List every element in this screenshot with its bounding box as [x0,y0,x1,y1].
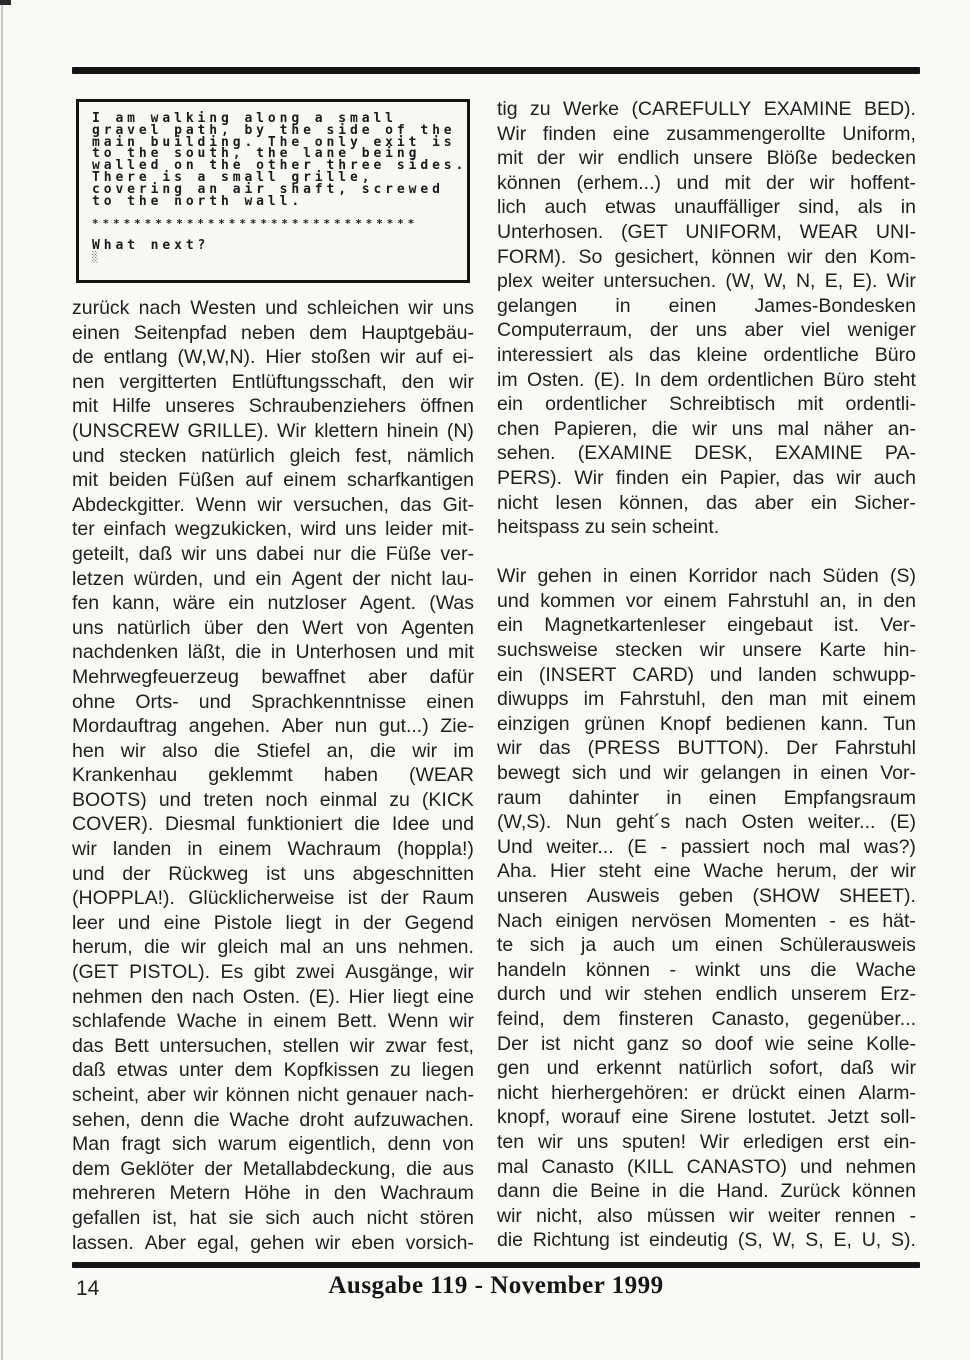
text-line: COVER). Diesmal funktioniert die Idee und [72,813,474,836]
text-line: diwupps im Fahrstuhl, den man mit einem [497,688,916,711]
text-line: letzen würden, und ein Agent der nicht lau- [72,567,474,590]
text-line: suchsweise stecken wir unsere Karte hin- [497,639,916,662]
text-line: FORM). So gesichert, können wir den Kom- [497,245,916,268]
text-line: ein Magnetkartenleser eingebaut ist. Ver- [497,614,916,637]
text-line: nen vergitterten Entlüftungsschaft, den wir [72,370,474,393]
text-line: ohne Orts- und Sprachkenntnisse einen [72,690,474,713]
text-line: dann die Beine in die Hand. Zurück können [497,1180,916,1203]
footer-divider-rule [72,1262,920,1268]
text-line: nicht hierhergehören: er drückt einen Alarm- [497,1081,916,1104]
text-line: heitspass zu sein scheint. [497,516,720,539]
text-line: mit Hilfe unseres Schraubenziehers öffnen [72,395,474,418]
text-line: durch und wir stehen endlich unserem Erz- [497,983,916,1006]
text-line: to the south, the lane being [92,146,421,162]
text-line: interessiert als das kleine ordentliche Büro [497,343,916,366]
text-line: (W,S). Nun geht´s nach Osten weiter... (E) [497,811,916,834]
text-line: uns natürlich über den Wert von Agenten [72,616,474,639]
article-column-right [497,97,916,1258]
text-line: mal Canasto (KILL CANASTO) und nehmen [497,1155,916,1178]
game-terminal-screenshot [76,99,470,283]
text-line: gravel path, by the side of the [92,122,456,138]
scan-edge-artifact [1,0,3,1360]
text-line: Computerraum, der uns aber viel weniger [497,319,916,342]
terminal-prompt: What next? [92,238,210,254]
text-line: chen Papieren, die wir uns mal näher an- [497,417,916,440]
text-line: (HOPPLA!). Glücklicherweise ist der Raum [72,887,474,910]
terminal-separator: ******************************* [92,217,419,231]
text-line: knopf, worauf eine Sirene lostutet. Jetzt soll- [497,1106,916,1129]
text-line: scheint, aber wir können nicht genauer nach- [72,1084,474,1106]
text-line: das Bett untersuchen, stellen wir zwar fest, [72,1034,474,1057]
terminal-cursor: ░ [92,251,102,263]
text-line: ter einfach wegzukicken, wird uns leider mit- [72,518,474,541]
text-line: schlafende Wache in einem Bett. Wenn wir [72,1010,474,1033]
text-line: feind, dem finsteren Canasto, gegenüber... [497,1007,916,1030]
text-line: die Richtung ist eindeutig (S, W, S, E, U, S). [497,1229,916,1252]
text-line: te sich ja auch um einen Schülerausweis [497,934,916,957]
text-line: im Osten. (E). In dem ordentlichen Büro steht [497,368,916,391]
text-line: daß etwas unter dem Kopfkissen zu liegen [72,1059,474,1082]
text-line: zurück nach Westen und schleichen wir uns [72,297,474,319]
text-line: mehreren Metern Höhe in den Wachraum [72,1182,474,1205]
text-line: und der Rückweg ist uns abgeschnitten [72,862,474,885]
text-line: Nach einigen nervösen Momenten - es hät- [497,909,916,932]
text-line: handeln können - winkt uns die Wache [497,958,916,981]
text-line: Und weiter... (E - passiert noch mal was?) [497,835,916,858]
text-line: wir das (PRESS BUTTON). Der Fahrstuhl [497,737,916,760]
article-column-left [72,296,474,1260]
text-line: Aha. Hier steht eine Wache herum, der wir [497,860,916,883]
text-line: ein (INSERT CARD) und landen schwupp- [497,663,916,686]
text-line: covering an air shaft, screwed [92,181,444,197]
text-line: wir landen in einem Wachraum (hoppla!) [72,838,474,861]
text-line [497,540,916,565]
text-line: können (erhem...) und mit der wir hoffent- [497,171,916,194]
text-line: (GET PISTOL). Es gibt zwei Ausgänge, wir [72,961,474,984]
text-line: Wir finden eine zusammengerollte Uniform, [497,122,916,145]
text-line: mit beiden Füßen auf einem scharfkantigen [72,469,474,492]
text-line: There is a small grille, [92,169,374,185]
page-number: 14 [76,1277,100,1300]
text-line: unseren Ausweis geben (SHOW SHEET). [497,885,916,907]
text-line: ein ordentlicher Schreibtisch mit ordentli- [497,393,916,416]
scan-corner-artifact [0,0,11,5]
text-line: geteilt, daß wir uns dabei nur die Füße ver- [72,542,474,565]
text-line: einzigen grünen Knopf bedienen kann. Tun [497,712,916,735]
text-line: Mehrwegfeuerzeug bewaffnet aber dafür [72,665,474,688]
text-line: sehen, denn die Wache droht aufzuwachen. [72,1108,474,1131]
text-line: PERS). Wir finden ein Papier, das wir auch [497,466,916,489]
text-line: hen wir also die Stiefel an, die wir im [72,739,474,762]
text-line: mit der wir endlich unsere Blöße bedecken [497,147,916,170]
text-line: BOOTS) und treten noch einmal zu (KICK [72,788,474,811]
text-line: gefallen ist, hat sie sich auch nicht stören [72,1206,474,1229]
text-line: bewegt sich und wir gelangen in einen Vor- [497,762,916,785]
text-line: nicht lesen können, das aber ein Sicher- [497,491,916,514]
text-line: (UNSCREW GRILLE). Wir klettern hinein (N) [72,419,474,442]
text-line: dem Geklöter der Metallabdeckung, die aus [72,1157,474,1180]
text-line: plex weiter untersuchen. (W, W, N, E, E). Wir [497,270,916,293]
text-line: lassen. Aber egal, gehen wir eben vorsich- [72,1231,474,1254]
text-line: gen und erkennt natürlich sofort, daß wir [497,1057,916,1080]
text-line: walled on the other three sides. [92,158,468,174]
text-line: gelangen in einen James-Bondesken [497,294,916,317]
text-line: I am walking along a small [92,111,397,126]
text-line: lich auch etwas unauffälliger sind, als in [497,196,916,219]
text-line: sehen. (EXAMINE DESK, EXAMINE PA- [497,442,916,465]
text-line: herum, die wir gleich mal an uns nehmen. [72,936,474,959]
text-line: nehmen den nach Osten. (E). Hier liegt eine [72,985,474,1008]
text-line: to the north wall. [92,193,304,209]
text-line: nachdenken läßt, die in Unterhosen und mit [72,641,474,664]
terminal-text-lines [92,111,468,209]
text-line: Krankenhau geklemmt haben (WEAR [72,764,474,787]
text-line: Der ist nicht ganz so doof wie seine Kolle- [497,1032,916,1055]
text-line: Abdeckgitter. Wenn wir versuchen, das Git- [72,493,474,516]
text-line: raum dahinter in einen Empfangsraum [497,786,916,809]
text-line: und kommen vor einem Fahrstuhl an, in den [497,589,916,612]
text-line: fen kann, wäre ein nutzloser Agent. (Was [72,592,474,615]
text-line: main building. The only exit is [92,134,456,150]
text-line: wir nicht, also müssen wir weiter rennen - [497,1204,916,1227]
top-divider-rule [72,67,920,74]
text-line: de entlang (W,W,N). Hier stoßen wir auf ei- [72,346,474,369]
text-line: leer und eine Pistole liegt in der Gegend [72,911,474,934]
text-line: Unterhosen. (GET UNIFORM, WEAR UNI- [497,220,916,243]
issue-title: Ausgabe 119 - November 1999 [328,1272,664,1299]
text-line: einen Seitenpfad neben dem Hauptgebäu- [72,321,474,344]
text-line: Wir gehen in einen Korridor nach Süden (S) [497,565,916,588]
text-line: Mordauftrag angehen. Aber nun gut...) Zie- [72,715,474,738]
text-line: tig zu Werke (CAREFULLY EXAMINE BED). [497,98,916,120]
text-line: ten wir uns sputen! Wir erledigen erst ein- [497,1130,916,1153]
text-line: Man fragt sich warum eigentlich, denn von [72,1133,474,1156]
text-line: und stecken natürlich gleich fest, nämlich [72,444,474,467]
